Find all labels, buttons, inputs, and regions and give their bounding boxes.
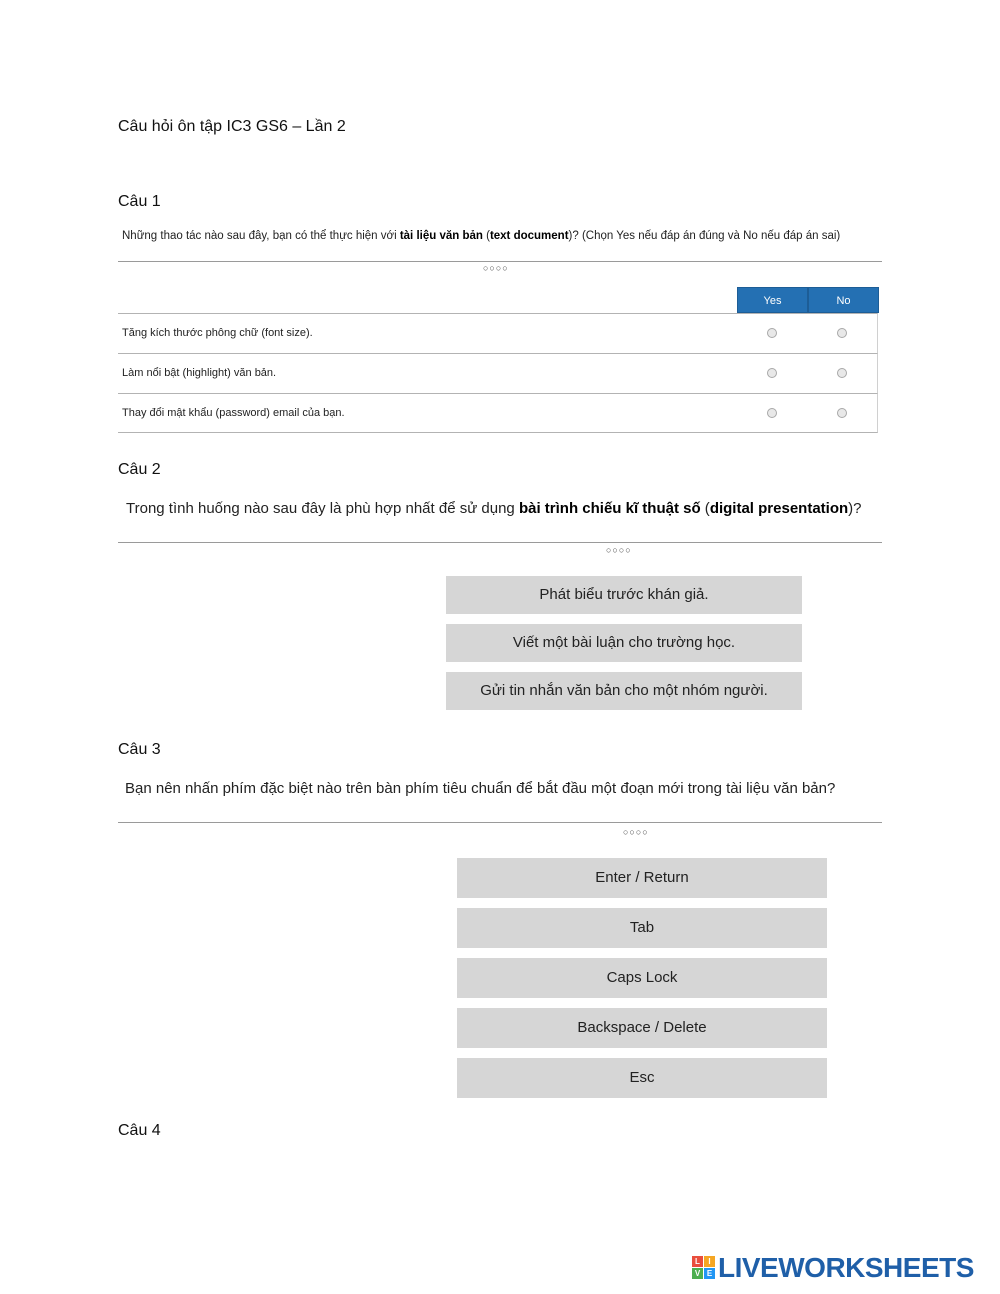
question-1-table bbox=[118, 287, 878, 433]
radio-yes[interactable] bbox=[767, 328, 777, 338]
q2-text-part: ( bbox=[700, 500, 710, 517]
answer-option[interactable]: Gửi tin nhắn văn bản cho một nhóm người. bbox=[446, 672, 802, 710]
column-no-header: No bbox=[808, 287, 879, 313]
column-yes-header: Yes bbox=[737, 287, 808, 313]
q1-text-part: )? (Chọn Yes nếu đáp án đúng và No nếu đáp án sai) bbox=[568, 230, 841, 242]
logo-mark-letter: I bbox=[704, 1256, 715, 1267]
question-2-divider bbox=[118, 542, 882, 543]
q1-text-part: Những thao tác nào sau đây, bạn có thể thực hiện với bbox=[122, 230, 400, 242]
question-2-text bbox=[126, 500, 862, 517]
q1-text-bold: text document bbox=[489, 230, 569, 242]
question-1-heading: Câu 1 bbox=[118, 193, 161, 210]
answer-option[interactable]: Viết một bài luận cho trường học. bbox=[446, 624, 802, 662]
answer-option[interactable]: Backspace / Delete bbox=[457, 1008, 827, 1048]
table-row bbox=[118, 393, 878, 433]
logo-mark-letter: V bbox=[692, 1268, 703, 1279]
q2-text-part: )? bbox=[848, 500, 862, 517]
table-header bbox=[118, 287, 878, 313]
question-1-text bbox=[122, 230, 840, 242]
row-label: Thay đổi mật khẩu (password) email của bạn. bbox=[122, 407, 345, 419]
question-3-text: Bạn nên nhấn phím đặc biệt nào trên bàn phím tiêu chuẩn để bắt đầu một đoạn mới trong tài liệu văn bản? bbox=[125, 780, 836, 797]
logo-mark-icon bbox=[692, 1256, 716, 1280]
radio-yes[interactable] bbox=[767, 408, 777, 418]
radio-no[interactable] bbox=[837, 408, 847, 418]
q2-text-part: Trong tình huống nào sau đây là phù hợp nhất để sử dụng bbox=[126, 500, 519, 517]
q1-text-bold: tài liệu văn bản bbox=[399, 230, 483, 242]
question-3-divider bbox=[118, 822, 882, 823]
radio-no[interactable] bbox=[837, 368, 847, 378]
question-1-divider bbox=[118, 261, 882, 262]
answer-option[interactable]: Enter / Return bbox=[457, 858, 827, 898]
question-3-dots: ○○○○ bbox=[623, 827, 649, 837]
liveworksheets-logo bbox=[692, 1252, 974, 1284]
question-2-dots: ○○○○ bbox=[606, 545, 632, 555]
answer-option[interactable]: Tab bbox=[457, 908, 827, 948]
page-title: Câu hỏi ôn tập IC3 GS6 – Lần 2 bbox=[118, 118, 346, 135]
radio-no[interactable] bbox=[837, 328, 847, 338]
answer-option[interactable]: Phát biểu trước khán giả. bbox=[446, 576, 802, 614]
answer-option[interactable]: Caps Lock bbox=[457, 958, 827, 998]
question-1-dots: ○○○○ bbox=[483, 263, 509, 273]
answer-option[interactable]: Esc bbox=[457, 1058, 827, 1098]
question-4-heading: Câu 4 bbox=[118, 1122, 161, 1139]
logo-mark-letter: E bbox=[704, 1268, 715, 1279]
logo-text: LIVEWORKSHEETS bbox=[718, 1252, 974, 1283]
question-3-heading: Câu 3 bbox=[118, 741, 161, 758]
q2-text-bold: digital presentation bbox=[709, 500, 849, 517]
row-label: Tăng kích thước phông chữ (font size). bbox=[122, 327, 313, 339]
q1-text-part: ( bbox=[482, 230, 490, 242]
q2-text-bold: bài trình chiếu kĩ thuật số bbox=[518, 500, 701, 517]
logo-mark-letter: L bbox=[692, 1256, 703, 1267]
radio-yes[interactable] bbox=[767, 368, 777, 378]
question-2-heading: Câu 2 bbox=[118, 461, 161, 478]
row-label: Làm nổi bật (highlight) văn bản. bbox=[122, 367, 277, 379]
table-row bbox=[118, 313, 878, 353]
table-row bbox=[118, 353, 878, 393]
